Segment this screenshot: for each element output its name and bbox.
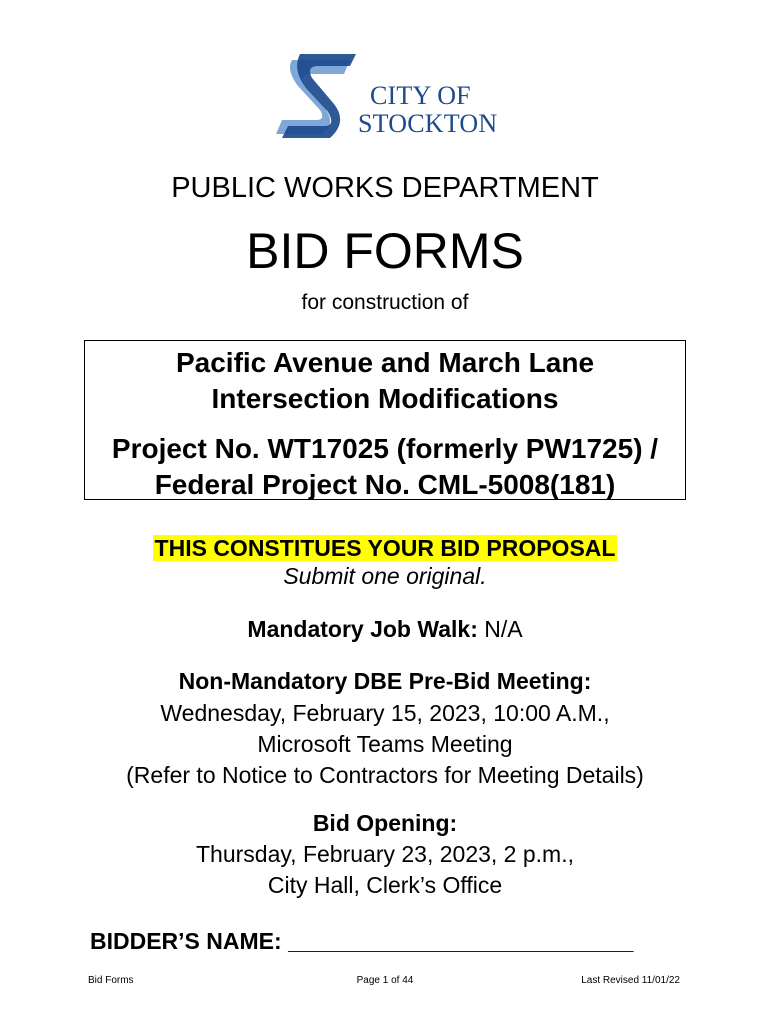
bid-opening-venue: City Hall, Clerk’s Office [267,872,503,898]
dbe-meeting-date: Wednesday, February 15, 2023, 10:00 A.M., [160,700,610,726]
project-name-line-1: Pacific Avenue and March Lane [175,347,595,378]
job-walk-label: Mandatory Job Walk: [247,616,478,642]
project-number-line-2: Federal Project No. CML-5008(181) [154,469,616,500]
job-walk-value: N/A [484,616,523,642]
document-subtitle: for construction of [301,291,469,314]
project-name-line-2: Intersection Modifications [211,383,559,414]
bidder-name-label: BIDDER’S NAME: [90,928,282,954]
city-logo [270,50,510,145]
project-name [85,345,685,417]
bid-opening-label: Bid Opening: [312,810,458,836]
highlighted-proposal-text: THIS CONSTITUES YOUR BID PROPOSAL [154,535,616,561]
bid-proposal-notice [0,535,770,562]
footer-revision-date: Last Revised 11/01/22 [581,975,680,986]
department-heading: PUBLIC WORKS DEPARTMENT [171,172,599,204]
dbe-meeting-note: (Refer to Notice to Contractors for Meeting Details) [126,762,644,788]
dbe-meeting-label: Non-Mandatory DBE Pre-Bid Meeting: [178,668,592,694]
bidder-name-line [90,928,633,955]
stockton-s-logo-icon [270,50,360,145]
document-title: BID FORMS [246,223,524,279]
submit-instruction: Submit one original. [283,563,487,589]
footer-page-number: Page 1 of 44 [356,975,414,986]
logo-line-city-of: CITY OF [370,81,471,110]
dbe-meeting-venue: Microsoft Teams Meeting [257,731,513,757]
job-walk-line [0,616,770,643]
bid-opening-date: Thursday, February 23, 2023, 2 p.m., [196,841,574,867]
bidder-name-blank[interactable]: ___________________________ [288,928,634,954]
logo-line-stockton: STOCKTON [358,109,498,138]
project-box [84,340,686,500]
project-number-line-1: Project No. WT17025 (formerly PW1725) / [111,433,659,464]
logo-wordmark [358,82,497,138]
footer-doc-name: Bid Forms [88,975,134,986]
bid-opening-details [0,839,770,901]
dbe-meeting-details [0,698,770,791]
project-number [85,431,685,503]
